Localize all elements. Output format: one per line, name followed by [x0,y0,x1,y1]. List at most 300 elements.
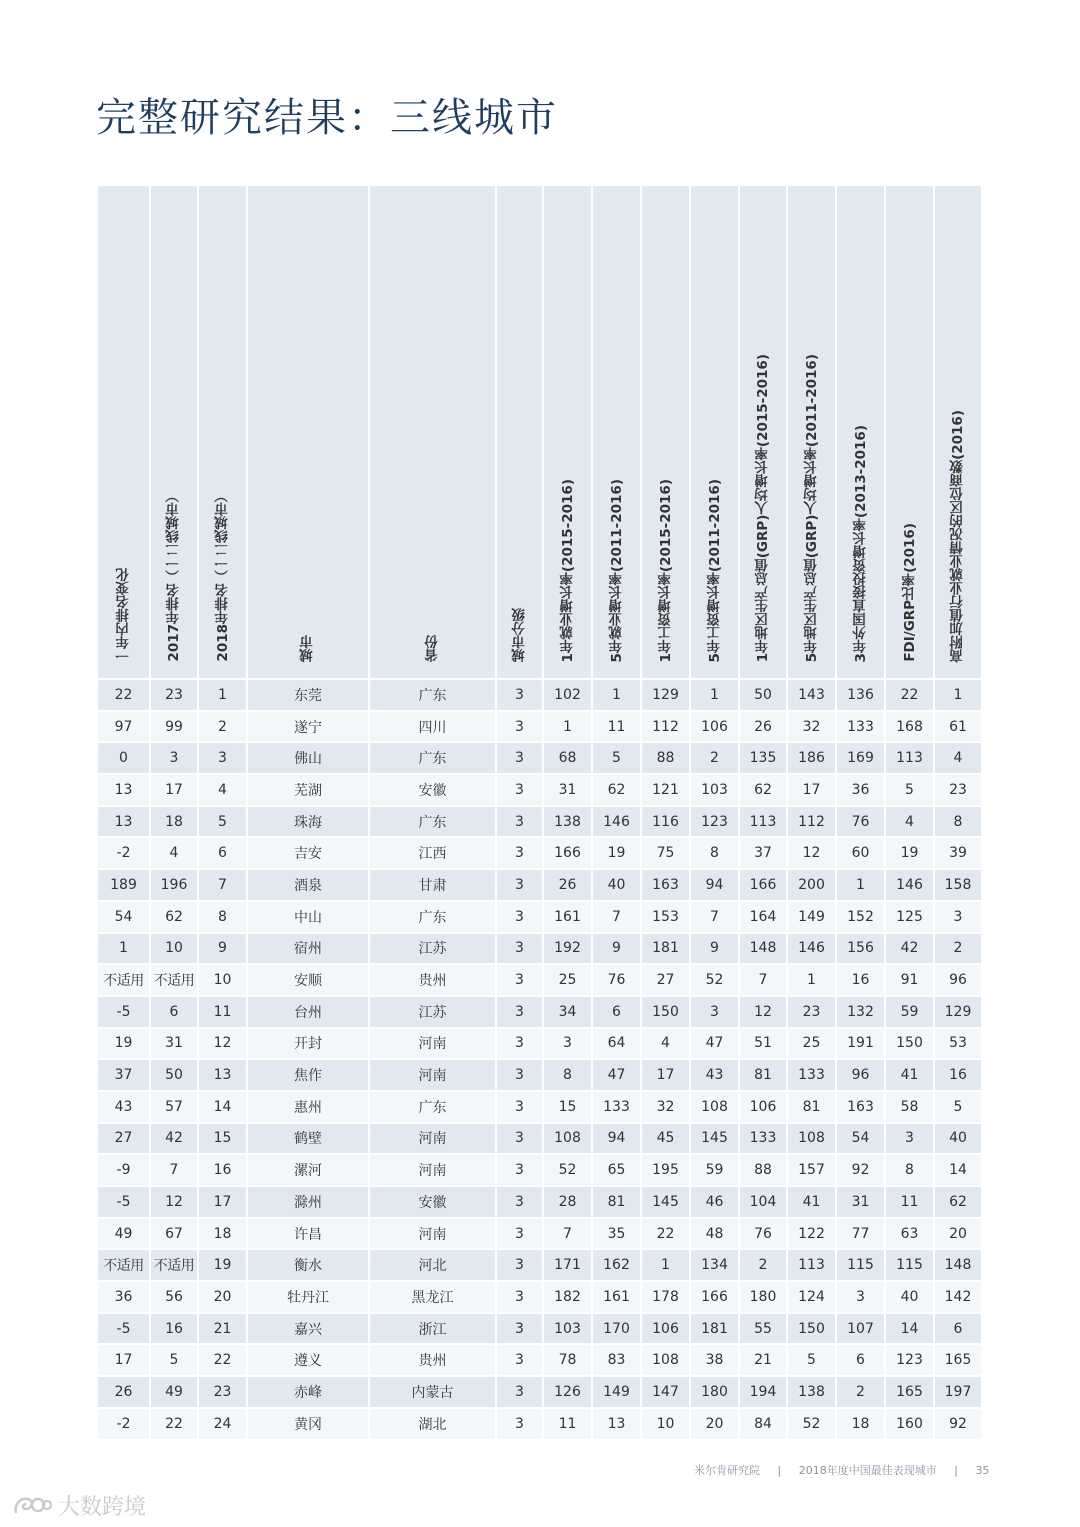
table-cell: 76 [592,964,641,996]
table-header-row [98,186,982,679]
table-cell: 3 [496,679,543,711]
table-cell: 吉安 [247,837,369,869]
table-cell: 39 [934,837,982,869]
table-cell: 32 [641,1091,690,1123]
table-cell: 102 [543,679,592,711]
table-row [98,964,982,996]
table-cell: 149 [787,901,836,933]
table-cell: 143 [787,679,836,711]
table-cell: 94 [690,869,739,901]
table-cell: 52 [787,1408,836,1439]
column-header-label: FDI/GRP比率(2016) [901,523,918,662]
table-row [98,1313,982,1345]
table-cell: 68 [543,742,592,774]
table-cell: 不适用 [98,1249,150,1281]
column-header [787,186,836,679]
table-cell: 134 [690,1249,739,1281]
table-cell: 181 [690,1313,739,1345]
table-cell: 65 [592,1154,641,1186]
table-cell: 22 [150,1408,198,1439]
table-cell: 146 [592,806,641,838]
table-cell: 3 [690,996,739,1028]
table-cell: 河南 [369,1154,496,1186]
table-cell: 17 [98,1344,150,1376]
table-cell: 152 [836,901,885,933]
table-cell: 13 [198,1059,247,1091]
table-cell: 26 [98,1376,150,1408]
table-cell: 衡水 [247,1249,369,1281]
table-cell: 50 [739,679,787,711]
table-row [98,869,982,901]
column-header [496,186,543,679]
table-cell: 开封 [247,1028,369,1060]
table-cell: 161 [543,901,592,933]
column-header [150,186,198,679]
table-cell: 133 [836,711,885,743]
table-cell: 106 [641,1313,690,1345]
table-row [98,1249,982,1281]
table-cell: 129 [934,996,982,1028]
table-cell: 156 [836,933,885,965]
table-cell: 5 [150,1344,198,1376]
table-row [98,679,982,711]
table-cell: 123 [690,806,739,838]
table-cell: 17 [641,1059,690,1091]
table-cell: 20 [198,1281,247,1313]
table-cell: 21 [198,1313,247,1345]
table-row [98,996,982,1028]
table-cell: 60 [836,837,885,869]
column-header-label: 1年就业增长率(2015-2016) [559,478,576,662]
table-cell: 81 [787,1091,836,1123]
table-cell: 16 [150,1313,198,1345]
table-cell: 63 [885,1218,934,1250]
table-cell: 3 [496,1123,543,1155]
table-cell: 滁州 [247,1186,369,1218]
table-row [98,1028,982,1060]
table-cell: 3 [496,964,543,996]
table-cell: 3 [496,1186,543,1218]
table-cell: 河北 [369,1249,496,1281]
table-cell: 76 [739,1218,787,1250]
table-cell: 东莞 [247,679,369,711]
table-cell: 46 [690,1186,739,1218]
table-cell: 136 [836,679,885,711]
table-cell: 47 [592,1059,641,1091]
table-cell: 3 [496,1154,543,1186]
table-cell: 17 [198,1186,247,1218]
table-cell: 108 [543,1123,592,1155]
table-row [98,1186,982,1218]
table-cell: 河南 [369,1059,496,1091]
table-cell: 178 [641,1281,690,1313]
table-cell: 不适用 [150,964,198,996]
table-cell: 广东 [369,806,496,838]
table-cell: 7 [690,901,739,933]
table-cell: 3 [934,901,982,933]
table-cell: 6 [934,1313,982,1345]
table-cell: 宿州 [247,933,369,965]
table-cell: 22 [641,1218,690,1250]
table-cell: 2 [690,742,739,774]
table-cell: 3 [150,742,198,774]
table-cell: 3 [496,837,543,869]
table-cell: 15 [543,1091,592,1123]
table-cell: 150 [885,1028,934,1060]
table-cell: 180 [690,1376,739,1408]
table-cell: 19 [98,1028,150,1060]
table-cell: 安顺 [247,964,369,996]
table-cell: 安徽 [369,1186,496,1218]
table-row [98,806,982,838]
table-cell: 40 [885,1281,934,1313]
table-cell: 江苏 [369,996,496,1028]
table-cell: 169 [836,742,885,774]
table-cell: 11 [543,1408,592,1439]
table-cell: 37 [739,837,787,869]
table-cell: 7 [198,869,247,901]
table-cell: 遵义 [247,1344,369,1376]
column-header [690,186,739,679]
table-cell: 52 [690,964,739,996]
table-cell: 36 [98,1281,150,1313]
table-cell: 焦作 [247,1059,369,1091]
column-header-label: 5年就业增长率(2011-2016) [608,478,625,662]
table-cell: 3 [496,1313,543,1345]
table-cell: 1 [690,679,739,711]
table-cell: 3 [198,742,247,774]
table-cell: 83 [592,1344,641,1376]
table-cell: 163 [836,1091,885,1123]
table-cell: 江西 [369,837,496,869]
table-cell: 15 [198,1123,247,1155]
table-cell: 浙江 [369,1313,496,1345]
table-cell: 23 [150,679,198,711]
table-row [98,711,982,743]
column-header [641,186,690,679]
table-cell: 62 [592,774,641,806]
table-cell: 3 [885,1123,934,1155]
table-cell: 河南 [369,1028,496,1060]
table-cell: 38 [690,1344,739,1376]
table-cell: 3 [496,1376,543,1408]
table-cell: 42 [150,1123,198,1155]
table-cell: 1 [98,933,150,965]
table-cell: 2 [739,1249,787,1281]
table-cell: 6 [150,996,198,1028]
table-cell: 黄冈 [247,1408,369,1439]
table-cell: 103 [543,1313,592,1345]
table-cell: 贵州 [369,1344,496,1376]
table-cell: 146 [787,933,836,965]
table-cell: 25 [543,964,592,996]
table-cell: 78 [543,1344,592,1376]
table-cell: 9 [592,933,641,965]
table-cell: 56 [150,1281,198,1313]
table-cell: 台州 [247,996,369,1028]
table-row [98,1218,982,1250]
table-cell: 18 [150,806,198,838]
table-cell: 150 [641,996,690,1028]
table-row [98,1123,982,1155]
table-cell: 76 [836,806,885,838]
column-header-label: 城市 [300,635,316,662]
table-cell: 43 [690,1059,739,1091]
table-cell: 22 [885,679,934,711]
table-cell: 中山 [247,901,369,933]
table-cell: 26 [739,711,787,743]
table-cell: 47 [690,1028,739,1060]
table-cell: 26 [543,869,592,901]
column-header [543,186,592,679]
ranking-table [98,186,983,1439]
table-cell: 108 [641,1344,690,1376]
table-cell: -9 [98,1154,150,1186]
table-cell: 14 [198,1091,247,1123]
table-cell: 四川 [369,711,496,743]
table-cell: 191 [836,1028,885,1060]
table-cell: 河南 [369,1123,496,1155]
table-cell: 99 [150,711,198,743]
table-cell: 3 [496,1059,543,1091]
table-cell: 1 [543,711,592,743]
table-cell: 81 [739,1059,787,1091]
table-cell: 3 [496,1091,543,1123]
table-cell: 124 [787,1281,836,1313]
table-cell: 166 [543,837,592,869]
table-row [98,1408,982,1439]
table-cell: 133 [592,1091,641,1123]
table-cell: 161 [592,1281,641,1313]
table-cell: 197 [934,1376,982,1408]
table-cell: 10 [150,933,198,965]
table-cell: 3 [496,996,543,1028]
table-cell: 91 [885,964,934,996]
table-cell: 4 [150,837,198,869]
table-cell: 3 [496,869,543,901]
table-row [98,1376,982,1408]
table-cell: 8 [198,901,247,933]
table-cell: 53 [934,1028,982,1060]
table-cell: 11 [198,996,247,1028]
table-cell: -2 [98,837,150,869]
table-cell: 49 [150,1376,198,1408]
table-cell: 84 [739,1408,787,1439]
table-cell: 59 [885,996,934,1028]
table-cell: 40 [592,869,641,901]
table-cell: 2 [934,933,982,965]
footer-org: 米尔肯研究院 [694,1464,760,1477]
table-cell: 35 [592,1218,641,1250]
table-cell: 19 [885,837,934,869]
table-cell: 11 [592,711,641,743]
table-cell: 3 [496,1218,543,1250]
table-cell: 28 [543,1186,592,1218]
table-cell: 48 [690,1218,739,1250]
table-cell: 0 [98,742,150,774]
table-cell: 41 [787,1186,836,1218]
table-cell: 123 [885,1344,934,1376]
table-cell: 97 [98,711,150,743]
table-cell: 18 [198,1218,247,1250]
table-cell: -5 [98,1313,150,1345]
table-cell: 126 [543,1376,592,1408]
table-cell: 54 [98,901,150,933]
table-cell: 108 [787,1123,836,1155]
table-cell: 27 [98,1123,150,1155]
table-cell: 23 [198,1376,247,1408]
table-row [98,901,982,933]
table-cell: 不适用 [150,1249,198,1281]
table-cell: 132 [836,996,885,1028]
table-cell: 50 [150,1059,198,1091]
table-cell: 贵州 [369,964,496,996]
table-cell: 3 [543,1028,592,1060]
table-cell: 112 [787,806,836,838]
table-cell: 3 [836,1281,885,1313]
table-cell: 5 [787,1344,836,1376]
table-cell: 不适用 [98,964,150,996]
table-cell: 5 [934,1091,982,1123]
table-cell: 甘肃 [369,869,496,901]
table-cell: 17 [787,774,836,806]
table-cell: 121 [641,774,690,806]
table-cell: 广东 [369,901,496,933]
table-cell: 16 [836,964,885,996]
table-cell: 8 [885,1154,934,1186]
table-cell: 54 [836,1123,885,1155]
table-cell: 67 [150,1218,198,1250]
column-header [836,186,885,679]
table-cell: 96 [934,964,982,996]
table-cell: 62 [934,1186,982,1218]
table-row [98,774,982,806]
column-header [739,186,787,679]
table-cell: 11 [885,1186,934,1218]
table-cell: 165 [934,1344,982,1376]
table-cell: 3 [496,806,543,838]
table-cell: 安徽 [369,774,496,806]
table-cell: 31 [150,1028,198,1060]
table-cell: 157 [787,1154,836,1186]
column-header-label: 3年外国直接投资增长率(2013-2016) [852,424,869,662]
table-cell: 13 [592,1408,641,1439]
table-cell: 75 [641,837,690,869]
table-cell: 8 [543,1059,592,1091]
table-cell: -5 [98,1186,150,1218]
table-cell: 3 [496,933,543,965]
table-cell: 108 [690,1091,739,1123]
table-cell: 7 [150,1154,198,1186]
table-cell: 27 [641,964,690,996]
table-cell: 138 [787,1376,836,1408]
table-cell: 3 [496,1408,543,1439]
column-header [198,186,247,679]
table-cell: 180 [739,1281,787,1313]
table-cell: 4 [198,774,247,806]
page-footer [694,1462,989,1478]
table-cell: 103 [690,774,739,806]
logo-icon [12,1493,52,1519]
table-cell: 16 [934,1059,982,1091]
table-cell: 12 [739,996,787,1028]
table-cell: 23 [787,996,836,1028]
table-cell: 8 [690,837,739,869]
column-header [885,186,934,679]
table-cell: 3 [496,1281,543,1313]
column-header [592,186,641,679]
column-header [369,186,496,679]
table-cell: -5 [98,996,150,1028]
table-cell: 170 [592,1313,641,1345]
table-cell: 7 [592,901,641,933]
table-cell: 106 [739,1091,787,1123]
table-cell: 湖北 [369,1408,496,1439]
table-cell: 9 [690,933,739,965]
table-cell: 3 [496,774,543,806]
table-cell: 51 [739,1028,787,1060]
table-cell: 22 [98,679,150,711]
table-cell: 162 [592,1249,641,1281]
table-row [98,1154,982,1186]
table-body [98,679,982,1439]
table-cell: 135 [739,742,787,774]
table-cell: 163 [641,869,690,901]
table-cell: 31 [543,774,592,806]
table-cell: 133 [739,1123,787,1155]
table-cell: 36 [836,774,885,806]
footer-report: 2018年度中国最佳表现城市 [798,1464,937,1477]
table-cell: 1 [787,964,836,996]
table-cell: 168 [885,711,934,743]
table-cell: 37 [98,1059,150,1091]
column-header-label: 省份 [424,635,441,662]
table-cell: 164 [739,901,787,933]
column-header-label: 5年工资增长率(2011-2016) [706,478,723,662]
column-header-label: 2017年排名（一二线城市） [166,489,182,662]
table-cell: 7 [543,1218,592,1250]
table-cell: 92 [836,1154,885,1186]
table-cell: 153 [641,901,690,933]
table-cell: 166 [739,869,787,901]
table-cell: 22 [198,1344,247,1376]
table-cell: 芜湖 [247,774,369,806]
table-cell: 148 [934,1249,982,1281]
table-cell: 57 [150,1091,198,1123]
table-cell: 酒泉 [247,869,369,901]
table-cell: 19 [198,1249,247,1281]
table-cell: 165 [885,1376,934,1408]
table-cell: 43 [98,1091,150,1123]
table-row [98,1344,982,1376]
table-cell: 3 [496,1028,543,1060]
table-cell: 5 [198,806,247,838]
table-cell: 145 [641,1186,690,1218]
table-cell: 1 [934,679,982,711]
table-cell: 62 [150,901,198,933]
table-cell: 7 [739,964,787,996]
column-header-label: 一年内排名变化 [115,567,132,662]
table-cell: 4 [885,806,934,838]
table-cell: 12 [198,1028,247,1060]
watermark-text: 大数跨境 [58,1495,147,1520]
table-cell: 21 [739,1344,787,1376]
table-cell: 41 [885,1059,934,1091]
table-cell: 62 [739,774,787,806]
table-cell: 嘉兴 [247,1313,369,1345]
table-cell: 146 [885,869,934,901]
table-cell: 142 [934,1281,982,1313]
